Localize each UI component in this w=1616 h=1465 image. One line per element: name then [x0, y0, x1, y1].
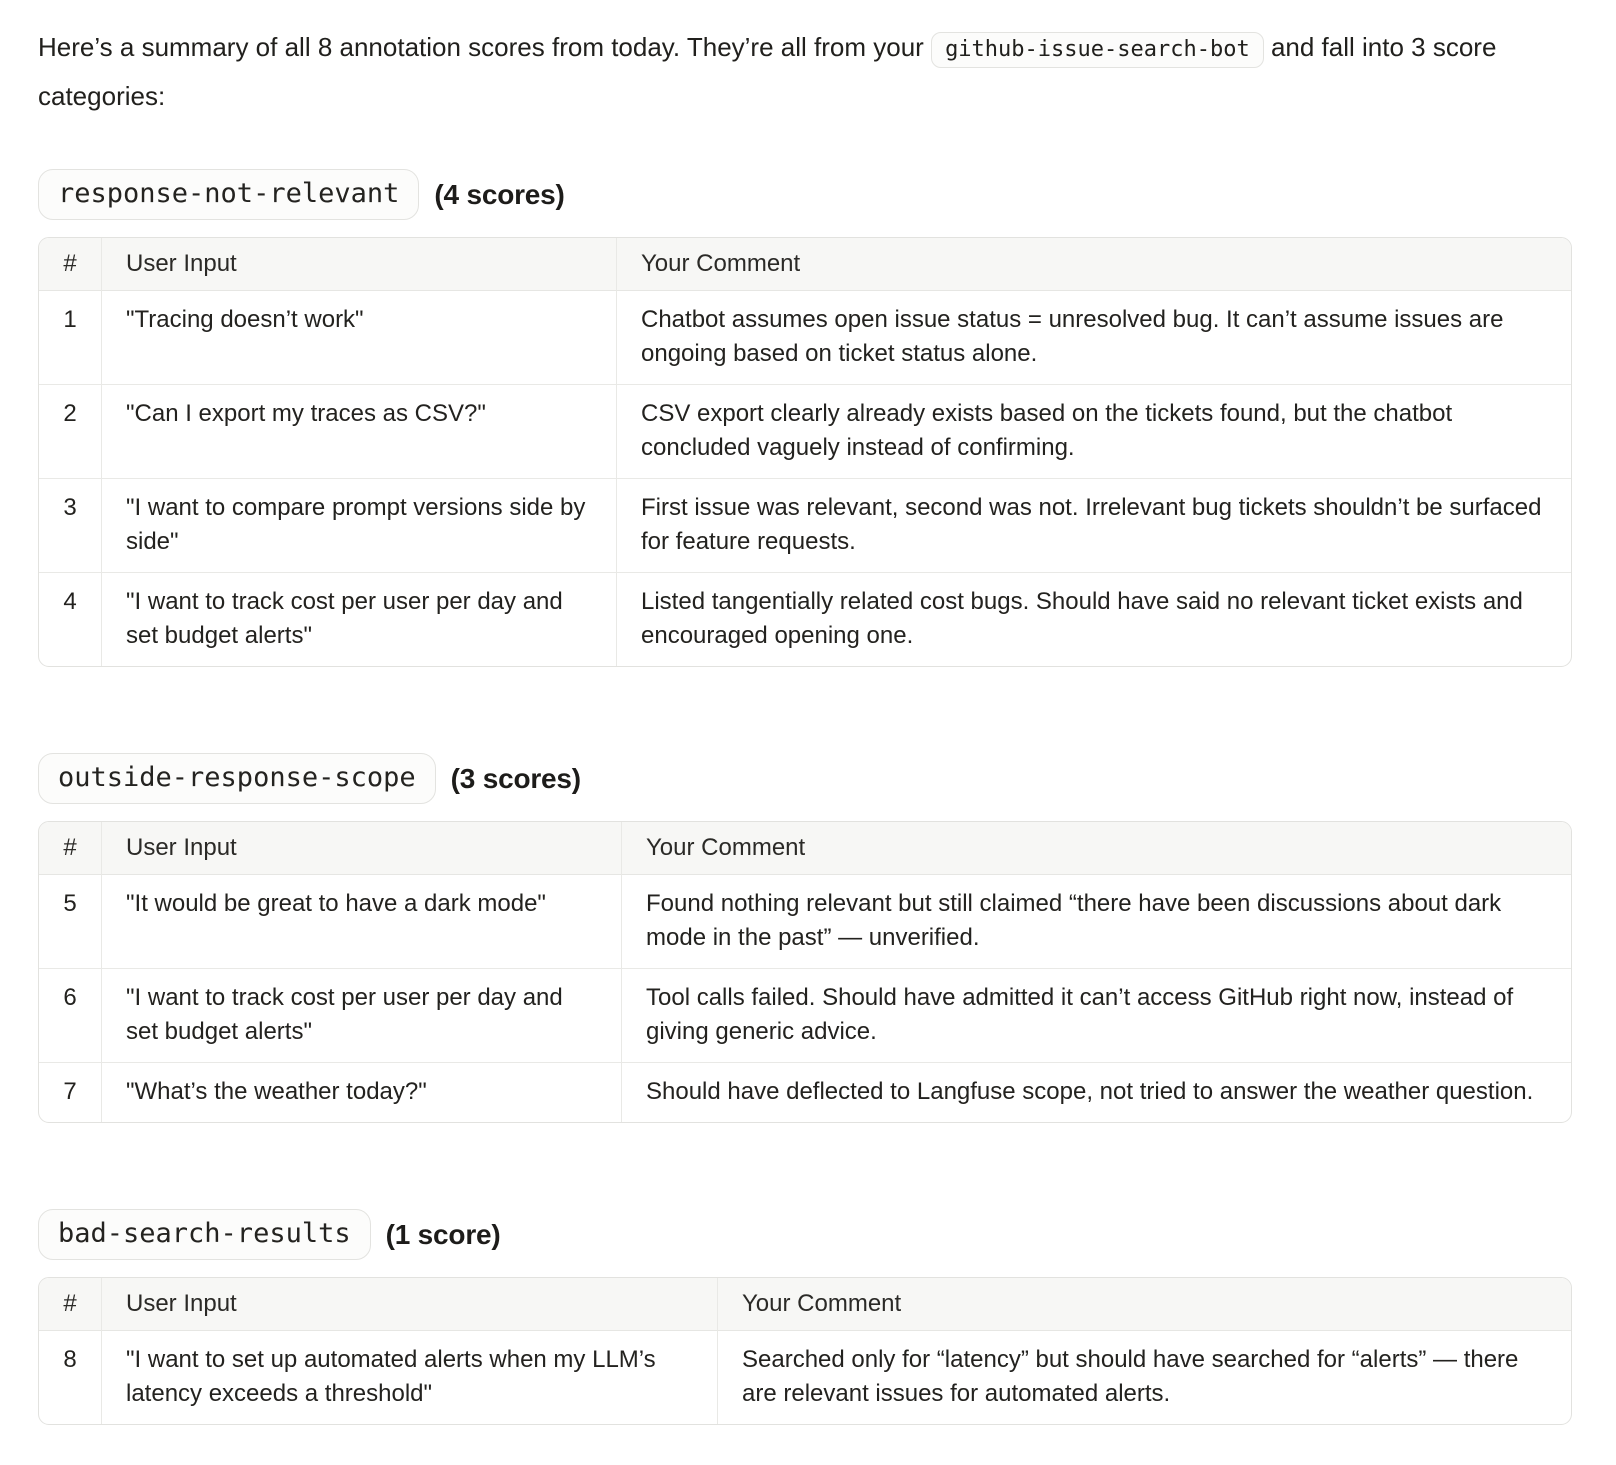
user-input-cell: "Can I export my traces as CSV?": [101, 384, 616, 478]
col-header-your-comment: Your Comment: [616, 238, 1571, 291]
user-input-cell: "I want to compare prompt versions side by side": [101, 478, 616, 572]
user-input-cell: "I want to set up automated alerts when my LLM’s latency exceeds a threshold": [101, 1331, 717, 1424]
table-row: [39, 478, 1571, 572]
comment-cell: Tool calls failed. Should have admitted it can’t access GitHub right now, instead of giving generic advice.: [621, 968, 1571, 1062]
section-heading: [38, 1209, 1578, 1260]
scores-table-wrapper: [38, 821, 1572, 1123]
section-heading: [38, 169, 1578, 220]
row-number: 8: [63, 1346, 77, 1373]
section-heading: [38, 753, 1578, 804]
table-row: [39, 968, 1571, 1062]
row-number: 6: [39, 968, 101, 1062]
user-input-cell: "I want to track cost per user per day and set budget alerts": [101, 968, 621, 1062]
col-header-num: #: [39, 238, 101, 291]
category-pill: response-not-relevant: [38, 169, 419, 220]
table-row: [39, 291, 1571, 384]
row-number: 1: [63, 306, 77, 333]
intro-paragraph: [38, 24, 1563, 119]
col-header-user-input: User Input: [101, 238, 616, 291]
row-number: 4: [39, 572, 101, 666]
comment-cell: Found nothing relevant but still claimed “there have been discussions about dark mode in the past” — unverified.: [621, 875, 1571, 968]
col-header-your-comment: Your Comment: [717, 1278, 1571, 1331]
category-pill: outside-response-scope: [38, 753, 436, 804]
intro-text-before: Here’s a summary of all 8 annotation scores from today. They’re all from your: [38, 32, 924, 62]
comment-cell: Chatbot assumes open issue status = unresolved bug. It can’t assume issues are ongoing based on ticket status alone.: [616, 291, 1571, 384]
col-header-num: #: [39, 1278, 101, 1331]
table-header-row: [39, 1278, 1571, 1331]
score-count-label: (3 scores): [450, 762, 581, 794]
user-input-cell: "I want to track cost per user per day and set budget alerts": [101, 572, 616, 666]
scores-table-wrapper: [38, 237, 1572, 667]
scores-table-wrapper: [38, 1277, 1572, 1425]
score-count-label: (1 score): [385, 1218, 501, 1250]
bot-name-pill: github-issue-search-bot: [931, 32, 1264, 68]
row-number: 7: [39, 1062, 101, 1122]
comment-cell: CSV export clearly already exists based on the tickets found, but the chatbot concluded vaguely instead of confirming.: [616, 384, 1571, 478]
table-header-row: [39, 238, 1571, 291]
table-row: [39, 1062, 1571, 1122]
user-input-cell: "Tracing doesn’t work": [101, 291, 616, 384]
section-response-not-relevant: [38, 169, 1578, 667]
comment-cell: First issue was relevant, second was not. Irrelevant bug tickets shouldn’t be surfaced for feature requests.: [616, 478, 1571, 572]
intro-text-after: and fall into 3 score categories:: [38, 32, 1497, 111]
col-header-num: #: [39, 822, 101, 875]
table-row: [39, 1331, 1571, 1424]
scores-table: [39, 1278, 1571, 1424]
comment-cell: Searched only for “latency” but should have searched for “alerts” — there are relevant issues for automated alerts.: [717, 1331, 1571, 1424]
table-row: [39, 572, 1571, 666]
section-outside-response-scope: [38, 753, 1578, 1123]
col-header-user-input: User Input: [101, 1278, 717, 1331]
col-header-your-comment: Your Comment: [621, 822, 1571, 875]
table-header-row: [39, 822, 1571, 875]
category-pill: bad-search-results: [38, 1209, 371, 1260]
scores-table: [39, 822, 1571, 1122]
row-number: 5: [63, 890, 77, 917]
comment-cell: Listed tangentially related cost bugs. Should have said no relevant ticket exists and encouraged opening one.: [616, 572, 1571, 666]
row-number: 2: [39, 384, 101, 478]
score-count-label: (4 scores): [434, 178, 565, 210]
user-input-cell: "It would be great to have a dark mode": [101, 875, 621, 968]
scores-table: [39, 238, 1571, 666]
comment-cell: Should have deflected to Langfuse scope, not tried to answer the weather question.: [621, 1062, 1571, 1122]
table-row: [39, 384, 1571, 478]
section-bad-search-results: [38, 1209, 1578, 1425]
table-row: [39, 875, 1571, 968]
row-number: 3: [39, 478, 101, 572]
user-input-cell: "What’s the weather today?": [101, 1062, 621, 1122]
col-header-user-input: User Input: [101, 822, 621, 875]
